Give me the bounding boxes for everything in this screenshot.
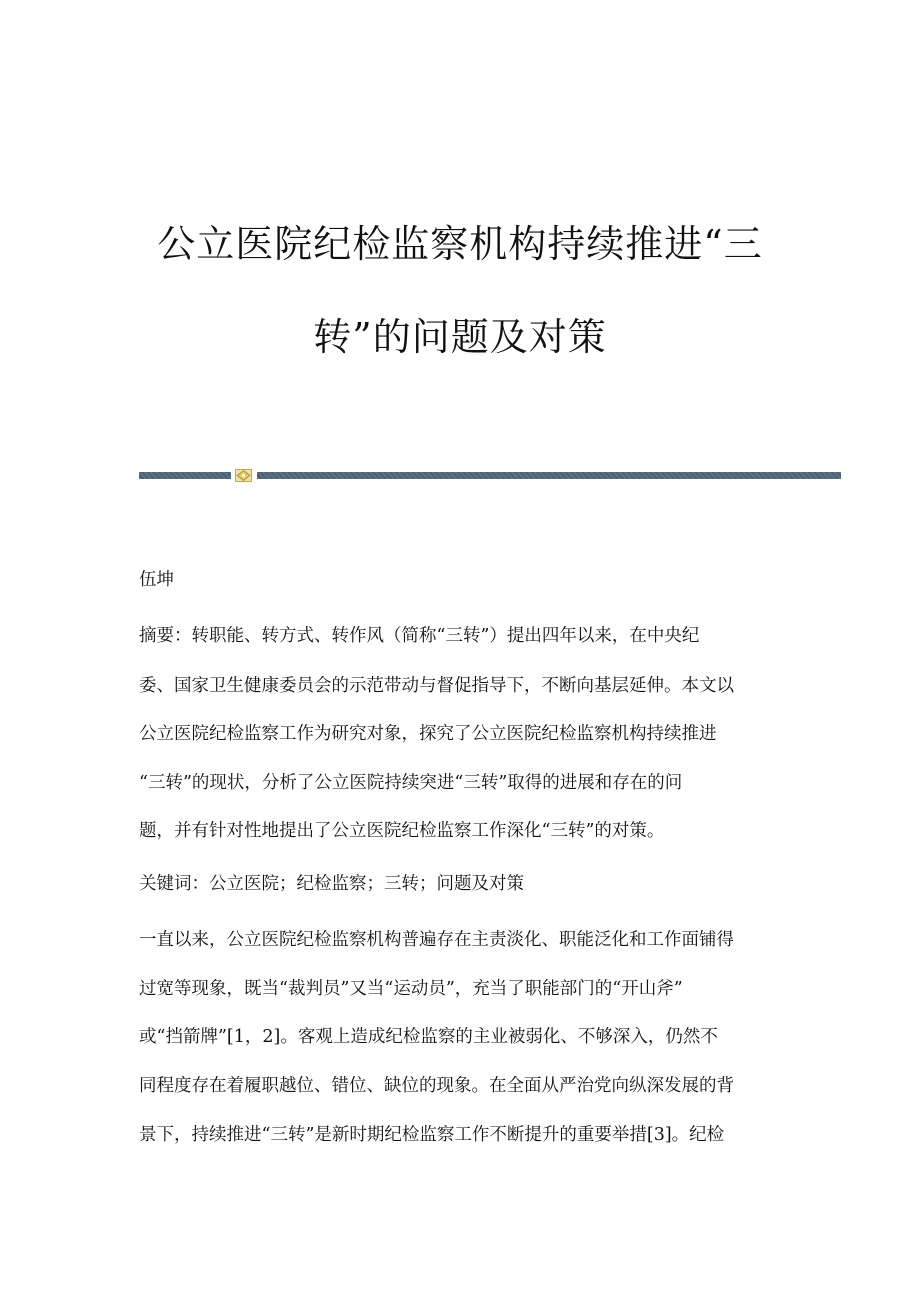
body-paragraph	[139, 928, 784, 1168]
document-title-line-1: 公立医院纪检监察机构持续推进“三	[157, 222, 763, 266]
document-title-line-2: 转”的问题及对策	[313, 315, 607, 359]
abstract-line: 委、国家卫生健康委员会的示范带动与督促指导下，不断向基层延伸。本文以	[139, 676, 734, 696]
divider-bar-right	[257, 472, 841, 479]
abstract-line: 摘要：转职能、转方式、转作风（简称“三转”）提出四年以来，在中央纪	[139, 626, 700, 646]
author-name: 伍坤	[139, 570, 174, 590]
keywords: 关键词：公立医院；纪检监察；三转；问题及对策	[139, 874, 524, 894]
abstract-line: 公立医院纪检监察工作为研究对象，探究了公立医院纪检监察机构持续推进	[139, 724, 717, 744]
abstract-paragraph	[139, 624, 784, 854]
body-line: 景下，持续推进“三转”是新时期纪检监察工作不断提升的重要举措[3]。纪检	[139, 1125, 725, 1145]
abstract-line: “三转”的现状，分析了公立医院持续突进“三转”取得的进展和存在的问	[139, 773, 683, 793]
divider-bar-left	[139, 472, 231, 479]
divider-ornament-icon	[235, 469, 252, 482]
body-line: 同程度存在着履职越位、错位、缺位的现象。在全面从严治党向纵深发展的背	[139, 1076, 734, 1096]
title-divider	[139, 469, 841, 481]
body-line: 过宽等现象，既当“裁判员”又当“运动员”，充当了职能部门的“开山斧”	[139, 979, 683, 999]
body-line: 一直以来，公立医院纪检监察机构普遍存在主责淡化、职能泛化和工作面铺得	[139, 930, 734, 950]
abstract-line: 题，并有针对性地提出了公立医院纪检监察工作深化“三转”的对策。	[139, 821, 665, 841]
body-line: 或“挡箭牌”[1，2]。客观上造成纪检监察的主业被弱化、不够深入，仍然不	[139, 1027, 718, 1047]
